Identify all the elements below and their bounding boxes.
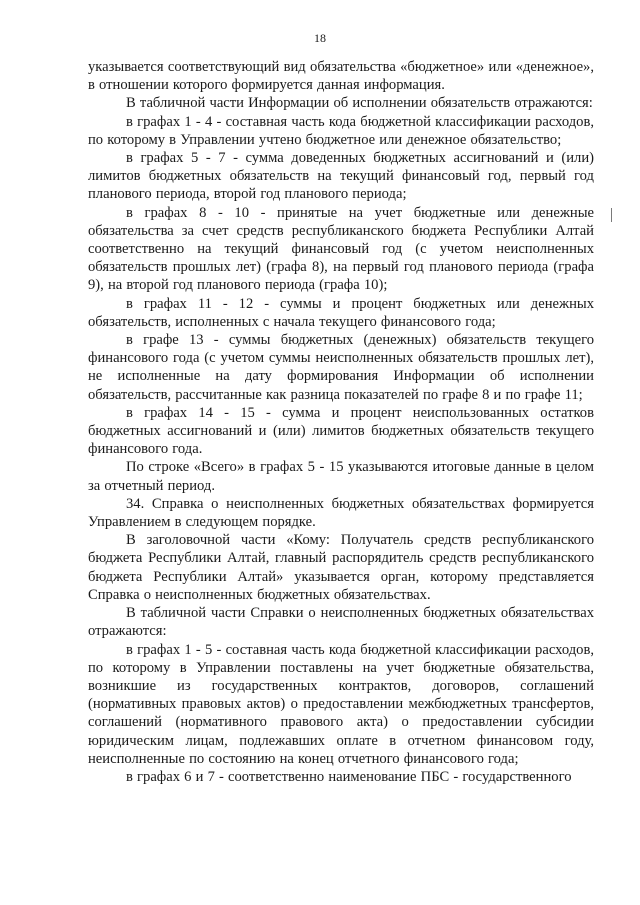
body-paragraph: В табличной части Информации об исполнении обязательств отражаются: <box>126 95 593 112</box>
document-body <box>88 58 594 786</box>
body-paragraph: 34. Справка о неисполненных бюджетных обязательствах формируется Управлением в следующем порядке. <box>88 495 594 531</box>
body-paragraph: в графах 1 - 5 - составная часть кода бюджетной классификации расходов, по которому в Управлении поставлены на учет бюджетные обязательства, возникшие из государственных контрактов, договоров, соглашений (нормативных правовых актов) о предоставлении межбюджетных трансфертов, соглашений (нормативного правового акта) о предоставлении субсидии юридическим лицам, подлежавших оплате в отчетном финансовом году, неисполненные по состоянию на конец отчетного финансового года; <box>88 641 594 767</box>
body-paragraph: в графах 11 - 12 - суммы и процент бюджетных или денежных обязательств, исполненных с начала текущего финансового года; <box>88 295 594 330</box>
body-paragraph: в графах 1 - 4 - составная часть кода бюджетной классификации расходов, по которому в Управлении учтено бюджетное или денежное обязательство; <box>88 113 594 148</box>
body-paragraph: По строке «Всего» в графах 5 - 15 указываются итоговые данные в целом за отчетный период. <box>88 459 594 494</box>
margin-mark <box>611 208 612 222</box>
body-paragraph: указывается соответствующий вид обязательства «бюджетное» или «денежное», в отношении которого формируется данная информация. <box>88 59 594 94</box>
body-paragraph: в графах 14 - 15 - сумма и процент неиспользованных остатков бюджетных ассигнований и (или) лимитов бюджетных обязательств текущего финансового года. <box>88 404 594 458</box>
body-paragraph: в графах 6 и 7 - соответственно наименование ПБС - государственного <box>126 768 572 785</box>
body-paragraph: В заголовочной части «Кому: Получатель средств республиканского бюджета Республики Алтай, главный распорядитель средств республиканского бюджета Республики Алтай» указывается орган, которому представляется Справка о неисполненных бюджетных обязательствах. <box>88 532 594 603</box>
body-paragraph: в графах 8 - 10 - принятые на учет бюджетные или денежные обязательства за счет средств республиканского бюджета Республики Алтай соответственно на текущий финансовый год (с учетом неисполненных обязательств прошлых лет) (графа 8), на первый год планового периода (графа 9), на второй год планового периода (графа 10); <box>88 204 594 294</box>
body-paragraph: В табличной части Справки о неисполненных бюджетных обязательствах отражаются: <box>88 605 594 640</box>
body-paragraph: в графах 5 - 7 - сумма доведенных бюджетных ассигнований и (или) лимитов бюджетных обязательств на текущий финансовый год, первый год планового периода, второй год планового периода; <box>88 150 594 203</box>
page-number: 18 <box>314 31 326 45</box>
body-paragraph: в графе 13 - суммы бюджетных (денежных) обязательств текущего финансового года (с учетом суммы неисполненных обязательств прошлых лет), не исполненные на дату формирования Информации об исполнении обязательств, рассчитанные как разница показателей по графе 8 и по графе 11; <box>88 332 594 403</box>
